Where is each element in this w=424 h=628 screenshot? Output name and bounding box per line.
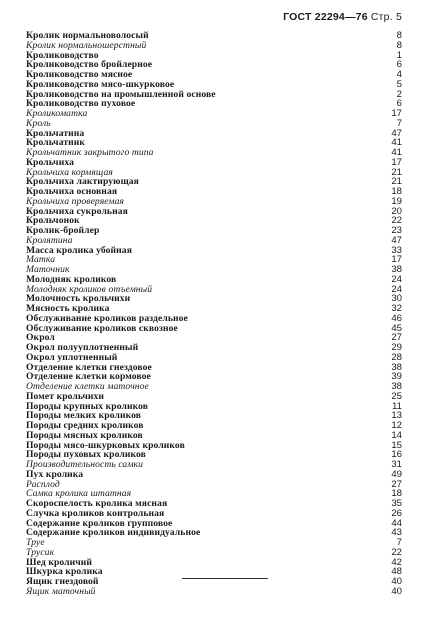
- entry-term: Кролиководство мясо-шкурковое: [26, 78, 175, 90]
- entry-page: 47: [391, 127, 402, 139]
- entry-term: Породы мелких кроликов: [26, 410, 142, 422]
- index-entry: [26, 255, 402, 265]
- entry-term: Кролик нормальношерстный: [26, 39, 147, 51]
- entry-page: 18: [391, 488, 402, 500]
- entry-term: Крольчиха кормящая: [26, 166, 113, 178]
- entry-page: 23: [391, 225, 402, 236]
- entry-term: Пух кролика: [26, 468, 84, 480]
- index-entry: [26, 148, 402, 158]
- entry-term: Окрол: [26, 332, 55, 344]
- entry-page: 6: [396, 98, 402, 110]
- entry-page: 49: [391, 468, 402, 480]
- index-entry: [26, 587, 402, 597]
- entry-page: 7: [396, 117, 402, 129]
- entry-page: 2: [396, 88, 402, 100]
- entry-term: Кролиководство: [26, 49, 99, 61]
- entry-page: 14: [391, 429, 402, 441]
- index-entry: [26, 207, 402, 217]
- entry-term: Крольчиха сукрольная: [26, 205, 128, 217]
- entry-page: 15: [391, 439, 402, 451]
- entry-term: Породы пуховых кроликов: [26, 449, 146, 461]
- entry-page: 20: [391, 205, 402, 217]
- entry-page: 4: [396, 69, 402, 80]
- entry-term: Кролиководство на промышленной основе: [26, 88, 216, 100]
- entry-page: 16: [391, 449, 402, 461]
- entry-term: Отделение клетки гнездовое: [26, 361, 152, 373]
- entry-term: Маточник: [26, 264, 70, 275]
- entry-page: 22: [391, 215, 402, 227]
- entry-term: Породы мясо-шкурковых кроликов: [26, 439, 185, 451]
- entry-term: Молочность крольчихи: [26, 293, 131, 305]
- entry-term: Окрол полууплотненный: [26, 342, 139, 353]
- entry-term: Шед кроличий: [26, 556, 93, 568]
- entry-page: 41: [391, 137, 402, 149]
- entry-page: 18: [391, 186, 402, 197]
- entry-term: Крольчатина: [26, 127, 85, 139]
- entry-page: 24: [391, 283, 402, 295]
- entry-page: 46: [391, 312, 402, 324]
- entry-page: 38: [391, 381, 402, 392]
- entry-page: 22: [391, 546, 402, 558]
- entry-page: 25: [391, 390, 402, 402]
- entry-term: Кролятина: [26, 234, 73, 246]
- entry-page: 24: [391, 273, 402, 285]
- index-entry: [26, 109, 402, 119]
- entry-term: Породы мясных кроликов: [26, 429, 143, 441]
- entry-page: 29: [391, 342, 402, 353]
- entry-term: Кролиководство бройлерное: [26, 59, 153, 71]
- entry-term: Содержание кроликов групповое: [26, 517, 173, 529]
- index-entry: [26, 226, 402, 236]
- entry-term: Случка кроликов контрольная: [26, 507, 165, 519]
- entry-page: 7: [396, 537, 402, 548]
- page-header: [283, 11, 402, 23]
- entry-page: 12: [391, 420, 402, 431]
- entry-page: 39: [391, 371, 402, 383]
- entry-page: 41: [391, 147, 402, 158]
- entry-page: 5: [396, 78, 402, 90]
- entry-term: Ящик гнездовой: [26, 576, 99, 587]
- page-number: Стр. 5: [370, 11, 402, 23]
- entry-term: Породы средних кроликов: [26, 420, 144, 431]
- entry-page: 40: [391, 576, 402, 587]
- entry-page: 26: [391, 507, 402, 519]
- entry-page: 21: [391, 176, 402, 188]
- entry-page: 33: [391, 244, 402, 256]
- entry-term: Молодняк кроликов: [26, 273, 117, 285]
- entry-page: 17: [391, 254, 402, 266]
- standard-number: ГОСТ 22294—76: [283, 11, 368, 23]
- entry-term: Крольчиха основная: [26, 186, 118, 197]
- entry-page: 19: [391, 195, 402, 207]
- entry-term: Отделение клетки кормовое: [26, 371, 151, 383]
- index-entry: [26, 324, 402, 334]
- entry-page: 8: [396, 30, 402, 41]
- entry-term: Кроль: [26, 117, 51, 129]
- entry-term: Ящик маточный: [26, 585, 96, 597]
- entry-term: Кроликоматка: [26, 108, 88, 119]
- entry-page: 35: [391, 498, 402, 509]
- entry-term: Кролиководство пуховое: [26, 98, 136, 110]
- entry-term: Расплод: [26, 478, 60, 490]
- entry-term: Обслуживание кроликов раздельное: [26, 312, 188, 324]
- entry-page: 32: [391, 303, 402, 314]
- index-entry: [26, 538, 402, 548]
- entry-page: 27: [391, 478, 402, 490]
- entry-page: 11: [392, 400, 402, 412]
- entry-term: Окрол уплотненный: [26, 351, 118, 363]
- entry-page: 47: [391, 234, 402, 246]
- entry-term: Крольчиха проверяемая: [26, 195, 125, 207]
- entry-page: 1: [396, 49, 402, 61]
- entry-term: Матка: [26, 254, 56, 266]
- entry-term: Кролик-бройлер: [26, 225, 100, 236]
- entry-term: Кролик нормальноволосый: [26, 30, 149, 41]
- entry-term: Крольчатник закрытого типа: [26, 147, 154, 158]
- entry-page: 17: [391, 108, 402, 119]
- entry-page: 6: [396, 59, 402, 71]
- entry-page: 30: [391, 293, 402, 305]
- index-entry: [26, 470, 402, 480]
- entry-term: Мясность кролика: [26, 303, 110, 314]
- entry-term: Крольчиха лактирующая: [26, 176, 139, 188]
- entry-term: Скороспелость кролика мясная: [26, 498, 168, 509]
- entry-term: Помет крольчихи: [26, 390, 105, 402]
- entry-page: 48: [391, 566, 402, 578]
- entry-term: Отделение клетки маточное: [26, 381, 149, 392]
- entry-term: Содержание кроликов индивидуальное: [26, 527, 201, 539]
- entry-page: 21: [391, 166, 402, 178]
- entry-page: 44: [391, 517, 402, 529]
- entry-page: 42: [391, 556, 402, 568]
- entry-page: 28: [391, 351, 402, 363]
- entry-page: 43: [391, 527, 402, 539]
- entry-term: Шкурка кролика: [26, 566, 103, 578]
- entry-term: Кролиководство мясное: [26, 69, 133, 80]
- entry-page: 8: [396, 39, 402, 51]
- entry-page: 45: [391, 322, 402, 334]
- entry-page: 13: [391, 410, 402, 422]
- end-divider: [182, 578, 268, 579]
- entry-page: 40: [391, 585, 402, 597]
- entry-term: Масса кролика убойная: [26, 244, 132, 256]
- index-entry: [26, 528, 402, 538]
- entry-page: 17: [391, 156, 402, 168]
- entry-page: 38: [391, 361, 402, 373]
- term-index: [26, 31, 402, 597]
- index-entry: [26, 246, 402, 256]
- entry-term: Производительность самки: [26, 459, 144, 470]
- entry-page: 27: [391, 332, 402, 344]
- entry-term: Труе: [26, 537, 45, 548]
- entry-term: Самка кролика штатная: [26, 488, 132, 500]
- entry-page: 38: [391, 264, 402, 275]
- entry-term: Молодняк кроликов отъемный: [26, 283, 153, 295]
- entry-page: 31: [391, 459, 402, 470]
- entry-term: Трусик: [26, 546, 55, 558]
- entry-term: Крольчатник: [26, 137, 86, 149]
- entry-term: Обслуживание кроликов сквозное: [26, 322, 178, 334]
- entry-term: Породы крупных кроликов: [26, 400, 149, 412]
- entry-term: Крольчонок: [26, 215, 80, 227]
- entry-term: Крольчиха: [26, 156, 74, 168]
